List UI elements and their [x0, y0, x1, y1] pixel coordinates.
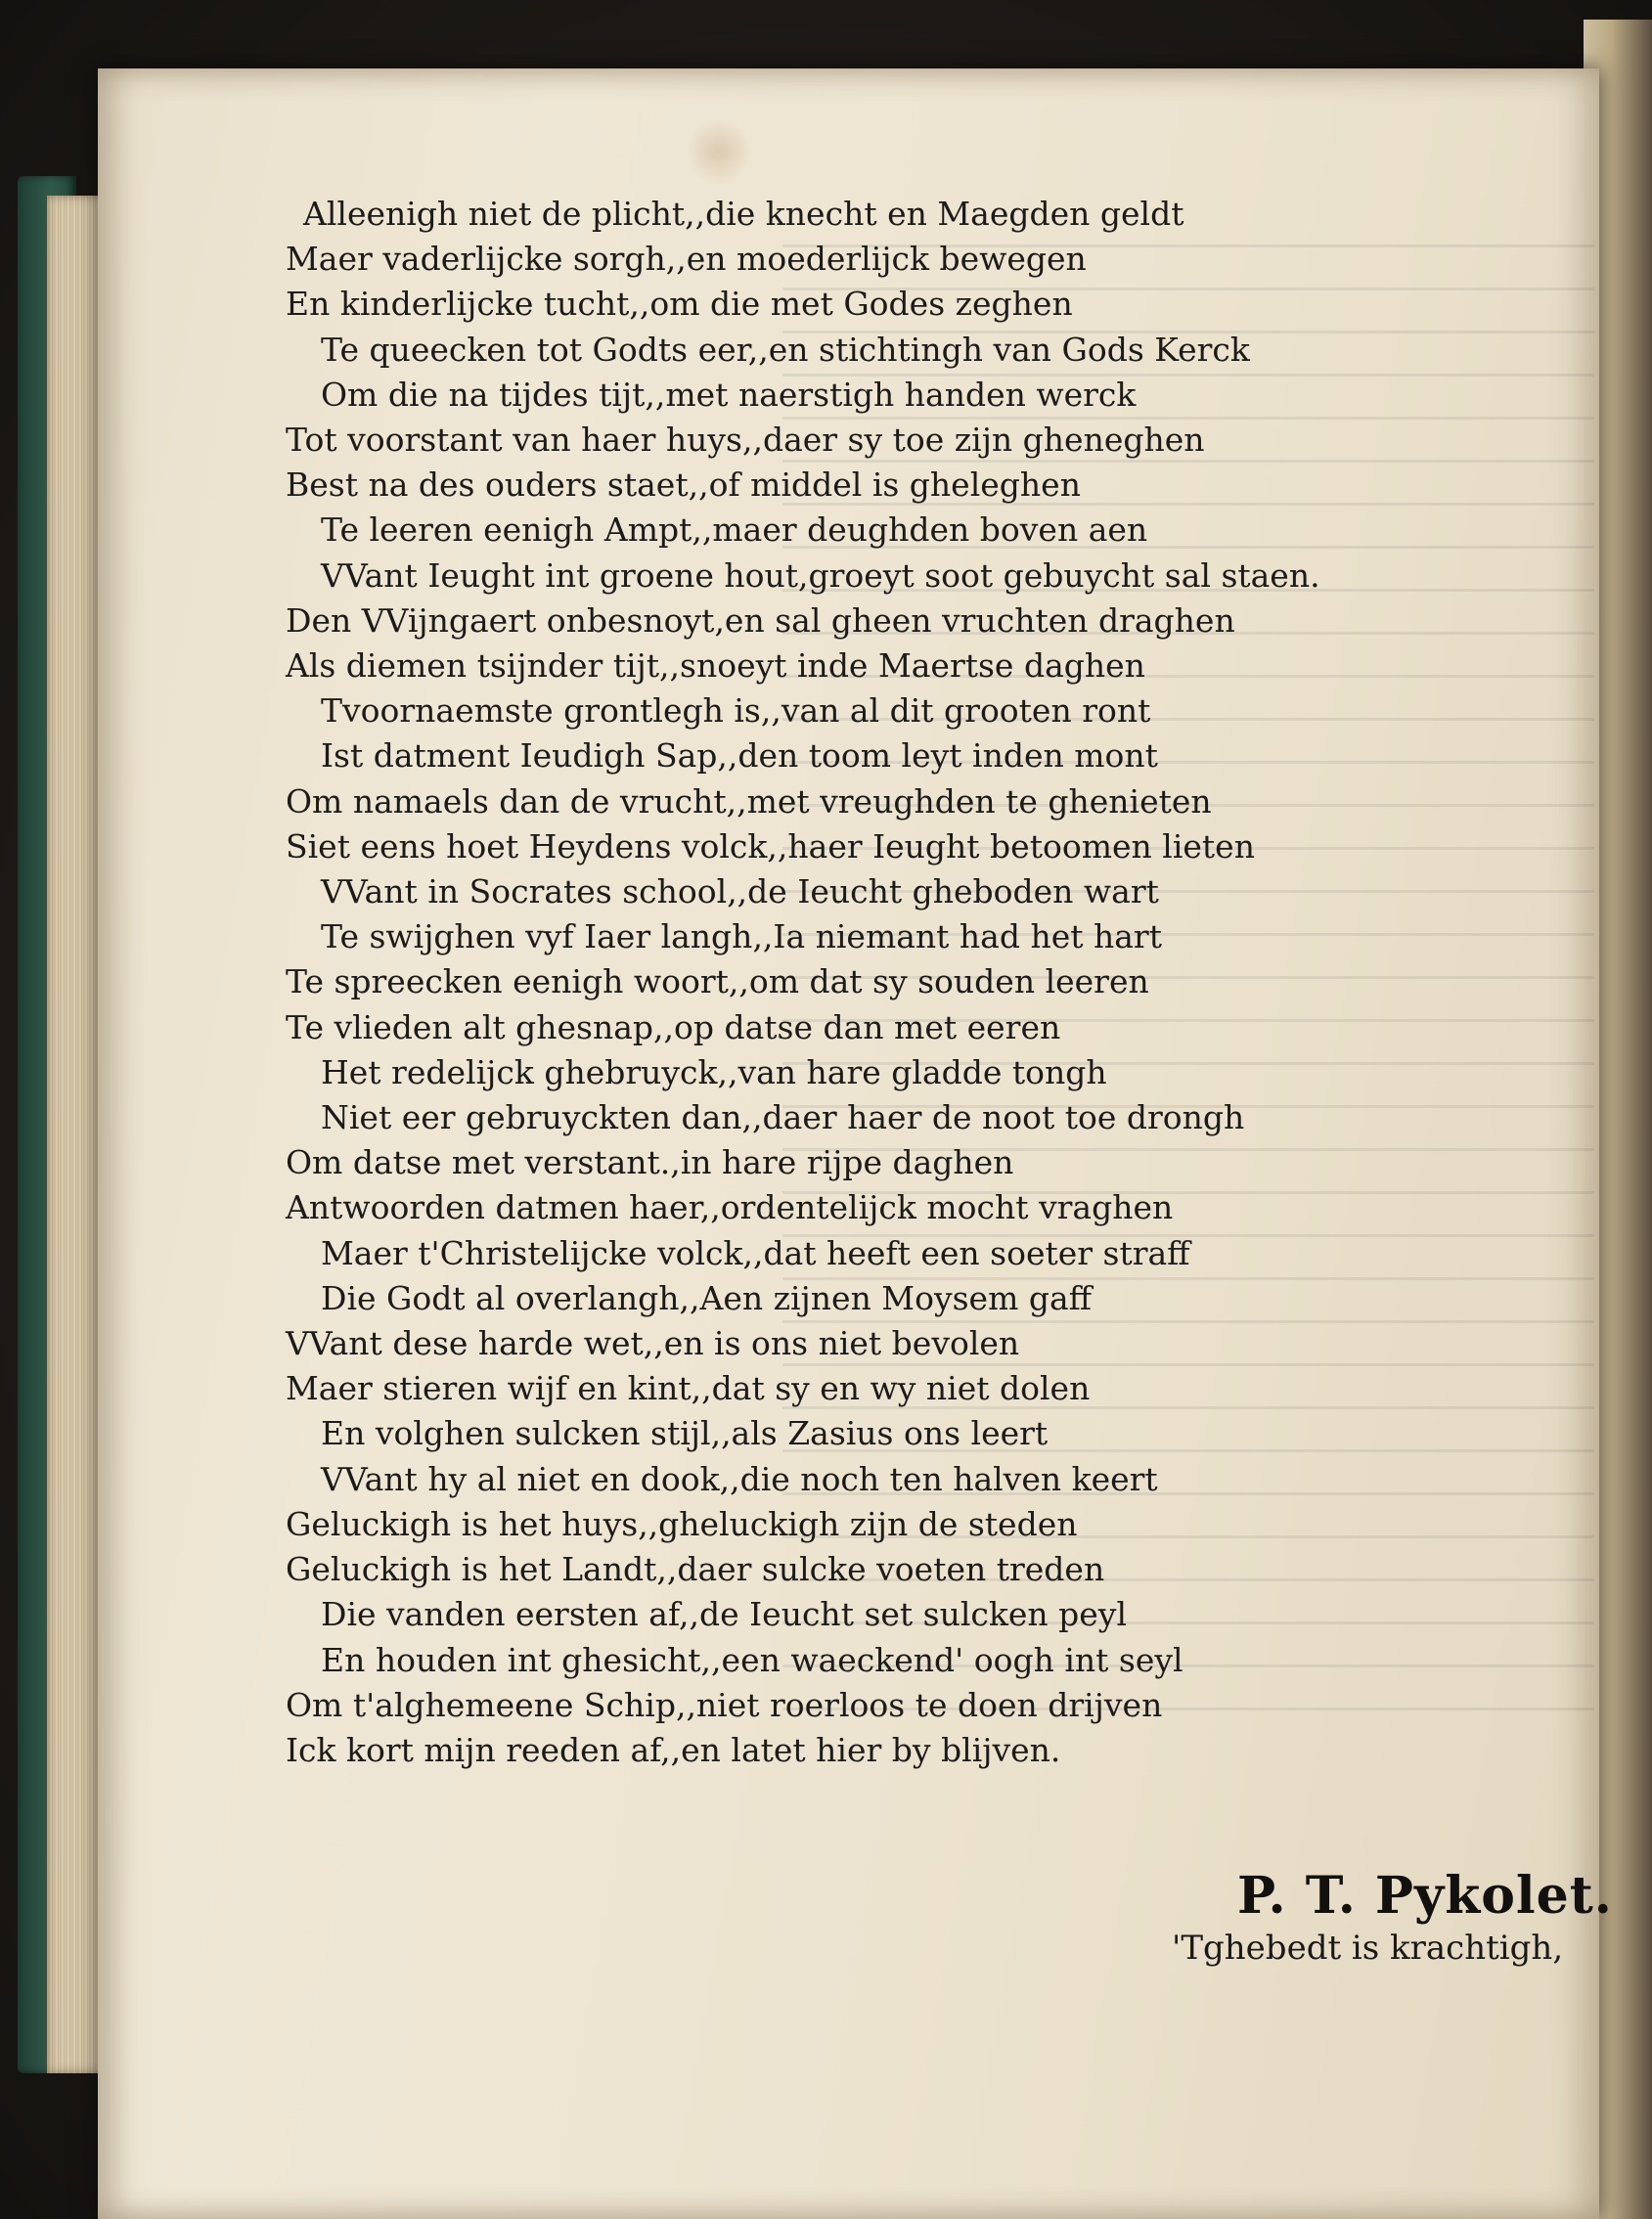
poem-line: VVant hy al niet en dook,,die noch ten halven keert — [321, 1459, 1158, 1498]
poem-line: Geluckigh is het huys,,gheluckigh zijn de steden — [286, 1504, 1078, 1543]
poem-line: Antwoorden datmen haer,,ordentelijck mocht vraghen — [286, 1188, 1174, 1227]
poem-line: Ick kort mijn reeden af,,en latet hier by blijven. — [286, 1730, 1061, 1769]
poem-line: En volghen sulcken stijl,,als Zasius ons leert — [321, 1414, 1049, 1453]
poem-line: Die Godt al overlangh,,Aen zijnen Moysem gaff — [321, 1278, 1093, 1317]
poem-line: Te swijghen vyf Iaer langh,,Ia niemant had het hart — [321, 917, 1162, 956]
poem-line: Om t'alghemeene Schip,,niet roerloos te doen drijven — [286, 1685, 1163, 1724]
poem-line: Niet eer gebruyckten dan,,daer haer de noot toe drongh — [321, 1098, 1245, 1137]
poem-line: Te queecken tot Godts eer,,en stichtingh van Gods Kerck — [321, 330, 1250, 369]
poem-line: VVant dese harde wet,,en is ons niet bevolen — [286, 1324, 1020, 1363]
poem-line: Als diemen tsijnder tijt,,snoeyt inde Maertse daghen — [286, 646, 1145, 686]
poem-line: Om die na tijdes tijt,,met naerstigh handen werck — [321, 375, 1137, 414]
poem-line: Om datse met verstant.,in hare rijpe daghen — [286, 1143, 1014, 1182]
poem-line: Best na des ouders staet,,of middel is gheleghen — [286, 466, 1081, 505]
poem-line: Die vanden eersten af,,de Ieucht set sulcken peyl — [321, 1595, 1128, 1634]
poem-line: Alleenigh niet de plicht,,die knecht en Maegden geldt — [303, 195, 1184, 233]
poem-line: Maer stieren wijf en kint,,dat sy en wy niet dolen — [286, 1369, 1091, 1408]
poem-line: En kinderlijcke tucht,,om die met Godes zeghen — [286, 285, 1073, 324]
poem-line: Te vlieden alt ghesnap,,op datse dan met eeren — [286, 1007, 1061, 1046]
poem-line: Tvoornaemste grontlegh is,,van al dit grooten ront — [321, 691, 1151, 731]
poem-line: Maer vaderlijcke sorgh,,en moederlijck bewegen — [286, 240, 1087, 279]
poem-line: VVant in Socrates school,,de Ieucht gheboden wart — [321, 872, 1159, 911]
poem-line: Siet eens hoet Heydens volck,,haer Ieught betoomen lieten — [286, 826, 1255, 865]
poem-text — [286, 192, 1577, 1773]
poem-line: Te leeren eenigh Ampt,,maer deughden boven aen — [321, 510, 1148, 550]
poem-line: Het redelijck ghebruyck,,van hare gladde tongh — [321, 1052, 1107, 1091]
poem-line: Geluckigh is het Landt,,daer sulcke voeten treden — [286, 1550, 1105, 1589]
poem-line: En houden int ghesicht,,een waeckend' oogh int seyl — [321, 1640, 1183, 1679]
paper-stain — [685, 117, 753, 186]
poem-line: Ist datment Ieudigh Sap,,den toom leyt inden mont — [321, 736, 1158, 776]
poem-line: Om namaels dan de vrucht,,met vreughden te ghenieten — [286, 781, 1212, 821]
poem-line: VVant Ieught int groene hout,groeyt soot gebuycht sal staen. — [321, 555, 1320, 595]
motto: 'Tghebedt is krachtigh, — [1172, 1929, 1564, 1968]
author-signature: P. T. Pykolet. — [1237, 1866, 1613, 1926]
poem-line: Maer t'Christelijcke volck,,dat heeft een soeter straff — [321, 1233, 1190, 1272]
poem-line: Te spreecken eenigh woort,,om dat sy souden leeren — [286, 962, 1149, 1001]
poem-line: Den VVijngaert onbesnoyt,en sal gheen vruchten draghen — [286, 600, 1235, 640]
poem-line: Tot voorstant van haer huys,,daer sy toe zijn gheneghen — [286, 421, 1205, 460]
